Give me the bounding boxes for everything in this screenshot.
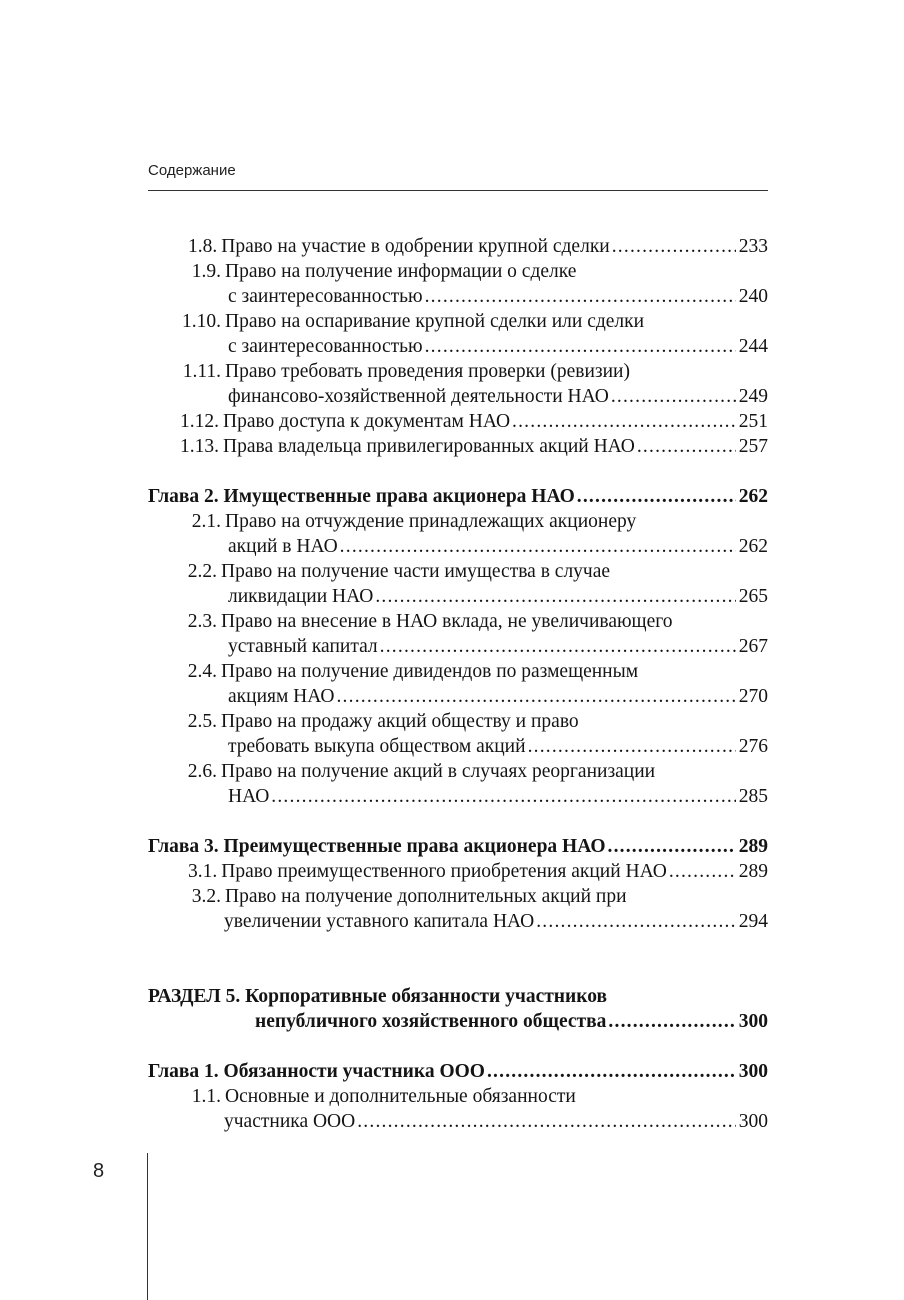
toc-page: 267 [738, 636, 768, 657]
toc-entry-1-13 [180, 434, 768, 459]
toc-title: Право на получение акций в случаях реорганизации [221, 761, 656, 782]
toc-page: 262 [738, 536, 768, 557]
toc-entry-2-2-cont [228, 584, 768, 609]
dot-leader [612, 234, 736, 259]
toc-title-continued: ликвидации НАО [228, 586, 374, 607]
toc-part-title-continued: непубличного хозяйственного общества [255, 1011, 607, 1032]
header-rule [148, 190, 768, 191]
toc-title-continued: участника ООО [224, 1111, 356, 1132]
toc-chapter-1 [148, 1059, 768, 1084]
toc-title: Право на продажу акций обществу и право [221, 711, 579, 732]
toc-page: 300 [738, 1061, 768, 1082]
toc-page: 233 [738, 236, 768, 257]
toc-page: 244 [738, 336, 768, 357]
dot-leader [669, 859, 736, 884]
toc-page: 240 [738, 286, 768, 307]
toc-title: Право на отчуждение принадлежащих акционеру [225, 511, 637, 532]
toc-number: 1.13. [180, 436, 219, 457]
toc-title-continued: НАО [228, 786, 270, 807]
toc-title-continued: с заинтересованностью [228, 286, 423, 307]
toc-part-title: РАЗДЕЛ 5. Корпоративные обязанности участников [148, 986, 608, 1007]
toc-title-continued: требовать выкупа обществом акций [228, 736, 526, 757]
dot-leader [380, 634, 736, 659]
toc-entry-1-10 [180, 309, 768, 334]
toc-page: 285 [738, 786, 768, 807]
toc-entry-2-6-cont [228, 784, 768, 809]
toc-entry-2-3-cont [228, 634, 768, 659]
toc-title: Право на получение дополнительных акций при [225, 886, 627, 907]
toc-page: 265 [738, 586, 768, 607]
toc-chapter-2 [148, 484, 768, 509]
toc-page: 257 [738, 436, 768, 457]
toc-number: 2.4. [187, 661, 217, 682]
toc-page: 262 [738, 486, 768, 507]
toc-number: 2.3. [187, 611, 217, 632]
dot-leader [512, 409, 736, 434]
toc-title: Право на получение части имущества в случае [221, 561, 611, 582]
toc-page: 289 [738, 836, 768, 857]
toc-title-continued: увеличении уставного капитала НАО [224, 911, 535, 932]
toc-title-continued: акций в НАО [228, 536, 338, 557]
dot-leader [271, 784, 735, 809]
toc-title: Право доступа к документам НАО [223, 411, 511, 432]
toc-page: 300 [738, 1111, 768, 1132]
dot-leader [637, 434, 736, 459]
toc-entry-1-10-cont [228, 334, 768, 359]
dot-leader [536, 909, 736, 934]
toc-title-continued: уставный капитал [228, 636, 378, 657]
toc-entry-1-1-cont [224, 1109, 768, 1134]
toc-page: 270 [738, 686, 768, 707]
toc-chapter-title: Глава 2. Имущественные права акционера НАО [148, 486, 575, 507]
toc-entry-1-11 [180, 359, 768, 384]
toc-number: 3.2. [191, 886, 221, 907]
toc-title: Права владельца привилегированных акций НАО [223, 436, 635, 457]
toc-title: Право требовать проведения проверки (ревизии) [225, 361, 630, 382]
toc-page: 251 [738, 411, 768, 432]
toc-entry-1-8 [188, 234, 768, 259]
toc-entry-1-11-cont [228, 384, 768, 409]
dot-leader [357, 1109, 736, 1134]
dot-leader [608, 834, 736, 859]
running-header-title: Содержание [148, 162, 236, 179]
toc-number: 1.9. [191, 261, 221, 282]
toc-title-continued: финансово-хозяйственной деятельности НАО [228, 386, 609, 407]
toc-entry-2-5-cont [228, 734, 768, 759]
toc-page: 289 [738, 861, 768, 882]
page-number: 8 [93, 1160, 105, 1182]
toc-title: Право на оспаривание крупной сделки или сделки [225, 311, 645, 332]
toc-page: 294 [738, 911, 768, 932]
dot-leader [577, 484, 736, 509]
toc-number: 1.1. [191, 1086, 221, 1107]
toc-title: Право на получение информации о сделке [225, 261, 577, 282]
toc-entry-1-1 [188, 1084, 768, 1109]
toc-entry-2-3 [184, 609, 768, 634]
dot-leader [487, 1059, 736, 1084]
toc-chapter-title: Глава 3. Преимущественные права акционера НАО [148, 836, 606, 857]
toc-title: Основные и дополнительные обязанности [225, 1086, 576, 1107]
toc-page: 249 [738, 386, 768, 407]
toc-title-continued: акциям НАО [228, 686, 335, 707]
dot-leader [425, 334, 736, 359]
toc-page: 276 [738, 736, 768, 757]
toc-entry-1-9-cont [228, 284, 768, 309]
toc-title: Право на внесение в НАО вклада, не увеличивающего [221, 611, 673, 632]
toc-entry-1-12 [180, 409, 768, 434]
toc-number: 2.2. [187, 561, 217, 582]
toc-number: 2.1. [191, 511, 221, 532]
toc-number: 1.12. [180, 411, 219, 432]
toc-chapter-title: Глава 1. Обязанности участника ООО [148, 1061, 485, 1082]
toc-number: 1.10. [182, 311, 221, 332]
toc-part-5-cont [255, 1009, 768, 1034]
toc-entry-2-5 [184, 709, 768, 734]
toc-entry-2-2 [184, 559, 768, 584]
toc-entry-3-2-cont [224, 909, 768, 934]
toc-entry-2-1 [188, 509, 768, 534]
toc-entry-3-2 [188, 884, 768, 909]
toc-entry-2-4-cont [228, 684, 768, 709]
toc-number: 3.1. [188, 861, 218, 882]
toc-number: 1.11. [182, 361, 221, 382]
toc-entry-2-6 [184, 759, 768, 784]
toc-number: 2.6. [187, 761, 217, 782]
toc-number: 1.8. [188, 236, 218, 257]
dot-leader [611, 384, 736, 409]
toc-entry-1-9 [188, 259, 768, 284]
dot-leader [608, 1009, 735, 1034]
dot-leader [375, 584, 735, 609]
toc-part-5 [148, 984, 768, 1009]
toc-chapter-3 [148, 834, 768, 859]
toc-entry-2-1-cont [228, 534, 768, 559]
toc-title: Право на участие в одобрении крупной сделки [221, 236, 610, 257]
dot-leader [340, 534, 736, 559]
toc-entry-2-4 [184, 659, 768, 684]
dot-leader [336, 684, 735, 709]
dot-leader [425, 284, 736, 309]
toc-title-continued: с заинтересованностью [228, 336, 423, 357]
toc-title: Право преимущественного приобретения акций НАО [221, 861, 667, 882]
toc-number: 2.5. [187, 711, 217, 732]
toc-page: 300 [738, 1011, 768, 1032]
margin-rule [147, 1153, 148, 1300]
toc-title: Право на получение дивидендов по размещенным [221, 661, 639, 682]
dot-leader [528, 734, 736, 759]
toc-entry-3-1 [188, 859, 768, 884]
